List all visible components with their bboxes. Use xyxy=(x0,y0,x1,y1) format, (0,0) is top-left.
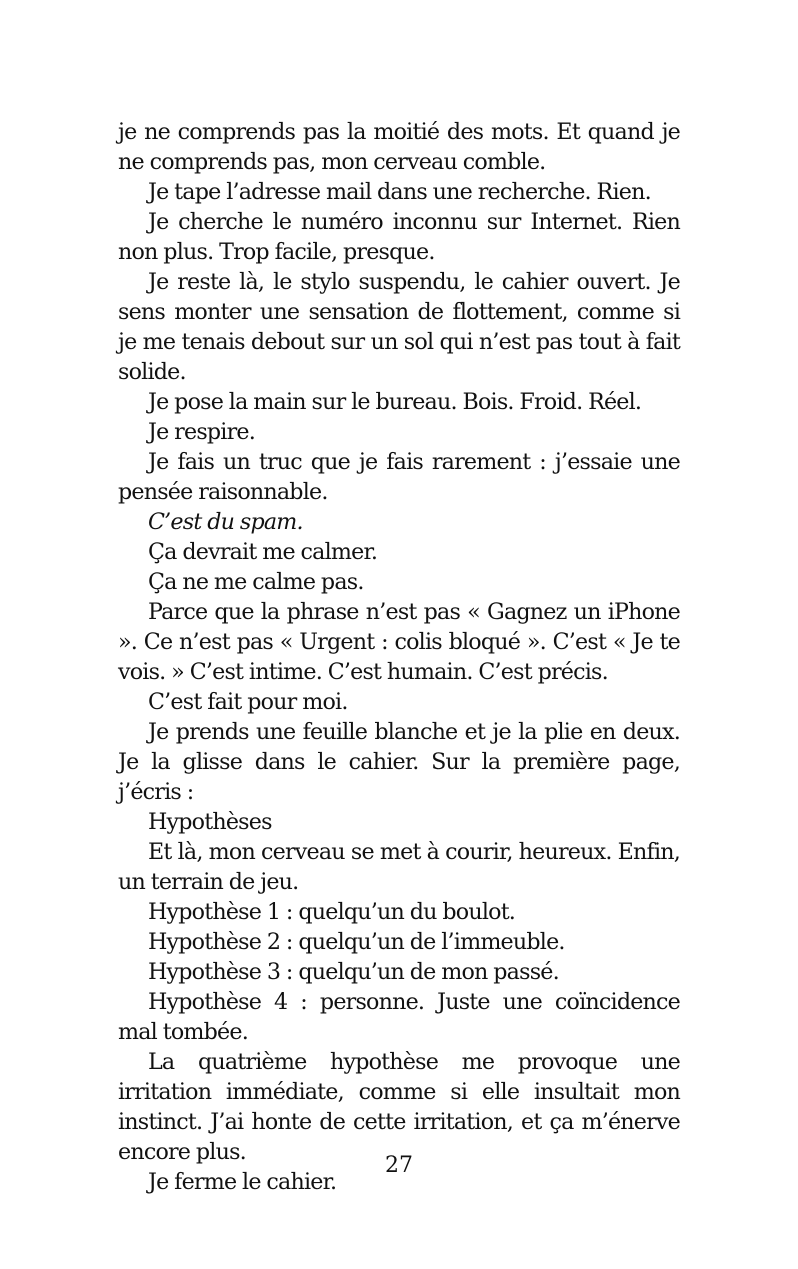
paragraph: Ça ne me calme pas. xyxy=(148,569,364,595)
paragraph: Je ferme le cahier. xyxy=(148,1169,337,1195)
paragraph: Hypothèse 3 : quelqu’un de mon passé. xyxy=(148,959,559,985)
paragraph: Je respire. xyxy=(148,419,255,445)
page-number: 27 xyxy=(385,1153,413,1178)
paragraph: Parce que la phrase n’est pas « Gagnez un iPhone ». Ce n’est pas « Urgent : colis bloqué ». C’est « Je te vois. » C’est intime. C’est humain. C’est précis. xyxy=(118,599,680,685)
paragraph: Je prends une feuille blanche et je la plie en deux. Je la glisse dans le cahier. Sur la première page, j’écris : xyxy=(118,719,680,805)
paragraph: Hypothèse 1 : quelqu’un du boulot. xyxy=(148,899,516,925)
paragraph: Je tape l’adresse mail dans une recherche. Rien. xyxy=(148,179,651,205)
paragraph: Hypothèse 4 : personne. Juste une coïncidence mal tombée. xyxy=(118,989,680,1045)
paragraph: La quatrième hypothèse me provoque une irritation immédiate, comme si elle insultait mon instinct. J’ai honte de cette irritation, et ça m’énerve encore plus. xyxy=(118,1049,680,1165)
paragraph: Hypothèses xyxy=(148,809,272,835)
paragraph: Et là, mon cerveau se met à courir, heureux. Enfin, un terrain de jeu. xyxy=(118,839,680,895)
paragraph: Je pose la main sur le bureau. Bois. Froid. Réel. xyxy=(148,389,642,415)
paragraph: Ça devrait me calmer. xyxy=(148,539,378,565)
paragraph-italic: C’est du spam. xyxy=(148,509,303,535)
paragraph: Je fais un truc que je fais rarement : j’essaie une pensée raisonnable. xyxy=(118,449,680,505)
paragraph: C’est fait pour moi. xyxy=(148,689,348,715)
paragraph: Je reste là, le stylo suspendu, le cahier ouvert. Je sens monter une sensation de flottement, comme si je me tenais debout sur un sol qui n’est pas tout à fait solide. xyxy=(118,269,680,385)
paragraph: Je cherche le numéro inconnu sur Internet. Rien non plus. Trop facile, presque. xyxy=(118,209,680,265)
paragraph: Hypothèse 2 : quelqu’un de l’immeuble. xyxy=(148,929,565,955)
paragraph: je ne comprends pas la moitié des mots. Et quand je ne comprends pas, mon cerveau comble. xyxy=(118,119,680,175)
body-text xyxy=(118,117,680,1197)
